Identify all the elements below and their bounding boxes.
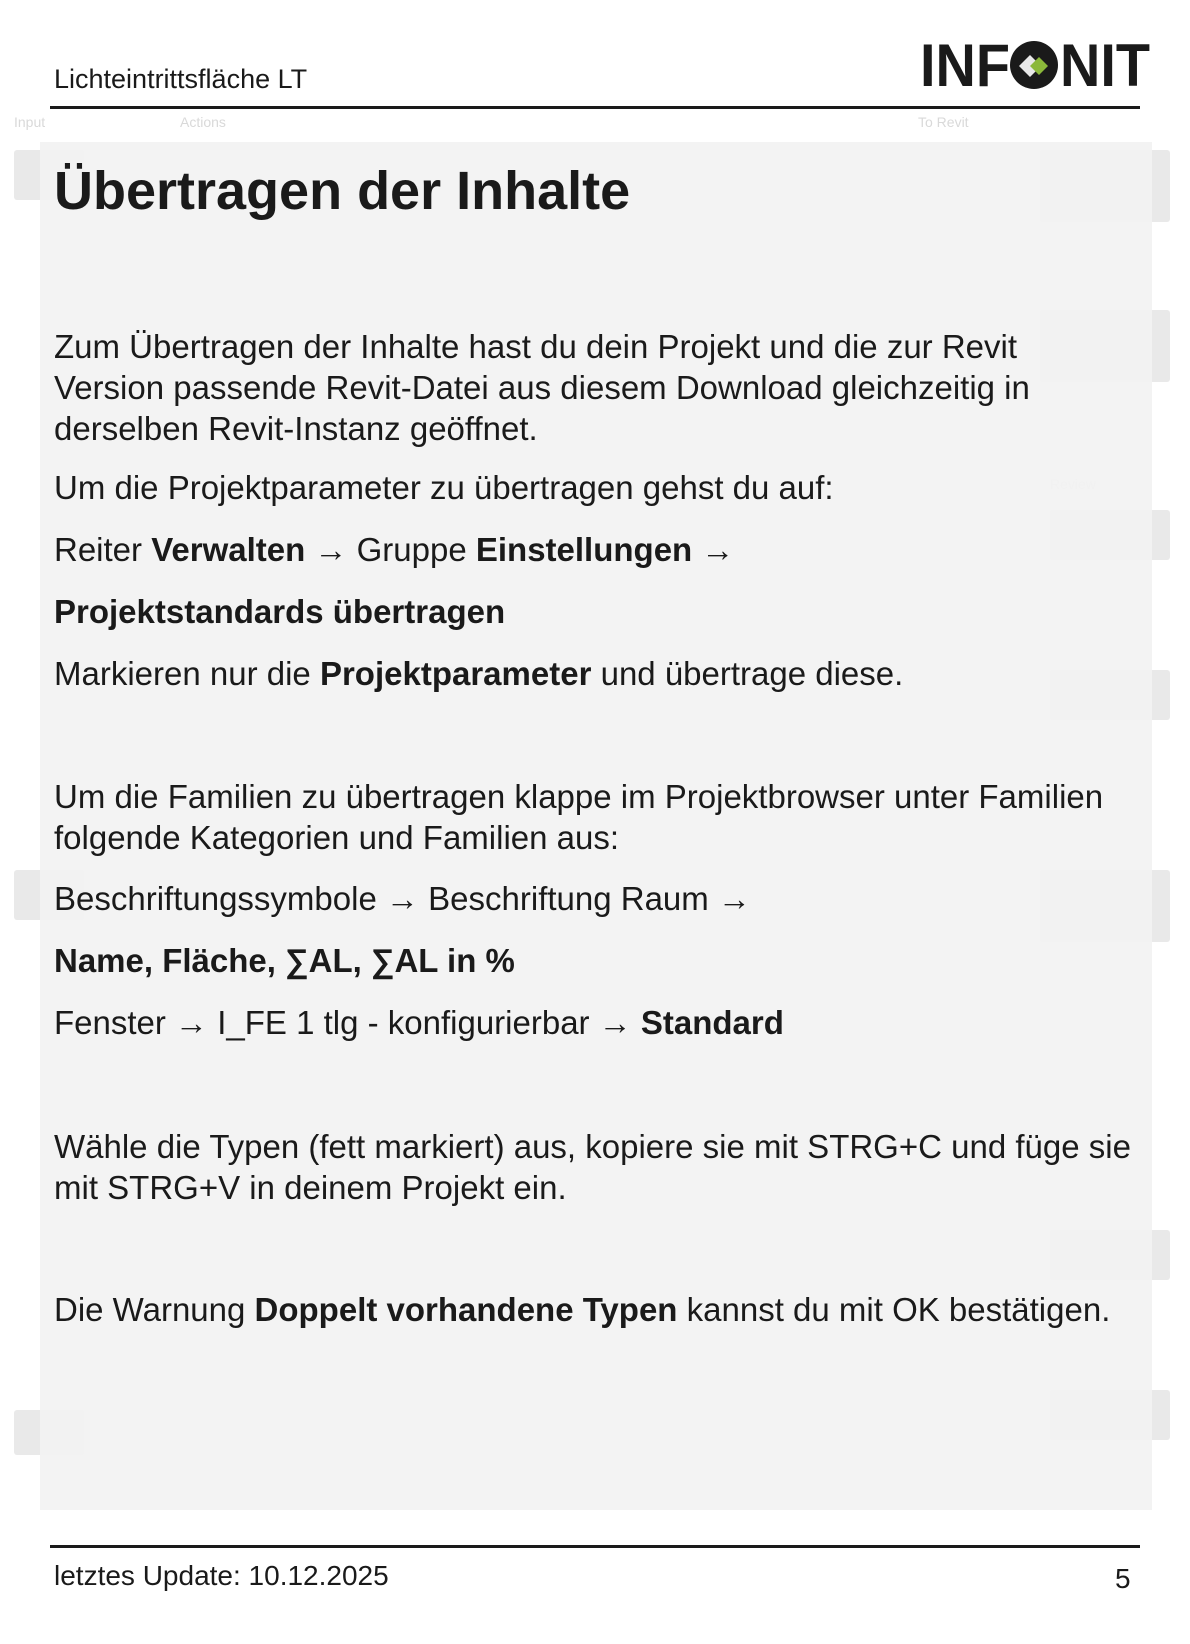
document-title: Lichteintrittsfläche LT — [54, 64, 308, 94]
bg-label-input: Input — [14, 114, 46, 130]
svg-text:INF: INF — [920, 36, 1010, 92]
svg-text:NIT: NIT — [1060, 36, 1150, 92]
bg-label-actions: Actions — [180, 114, 226, 130]
intro-paragraph: Zum Übertragen der Inhalte hast du dein Projekt und die zur Revit Version passende Revit-Datei aus diesem Download gleichzeitig in derselben Revit-Instanz geöffnet. — [54, 328, 1030, 447]
last-updated: letztes Update: 10.12.2025 — [54, 1560, 389, 1591]
params-intro-paragraph: Um die Projektparameter zu übertragen gehst du auf: — [54, 469, 834, 506]
warning-paragraph: Die Warnung Doppelt vorhandene Typen kannst du mit OK bestätigen. — [54, 1291, 1111, 1328]
header-divider — [50, 106, 1140, 109]
params-path-target: Projektstandards übertragen — [54, 593, 506, 630]
copy-paragraph: Wähle die Typen (fett markiert) aus, kopiere sie mit STRG+C und füge sie mit STRG+V in deinem Projekt ein. — [54, 1128, 1131, 1206]
families-path-1-types: Name, Fläche, ∑AL, ∑AL in % — [54, 942, 515, 979]
page-heading: Übertragen der Inhalte — [54, 161, 631, 221]
families-path-2: Fenster → I_FE 1 tlg - konfigurierbar → Standard — [54, 1004, 784, 1041]
params-path-paragraph: Reiter Verwalten → Gruppe Einstellungen → — [54, 531, 735, 568]
families-intro-paragraph: Um die Familien zu übertragen klappe im Projektbrowser unter Familien folgende Kategorien und Familien aus: — [54, 778, 1104, 856]
page-number: 5 — [1115, 1563, 1131, 1594]
bg-label-to-revit: To Revit — [918, 114, 969, 130]
mark-paragraph: Markieren nur die Projektparameter und übertrage diese. — [54, 655, 904, 692]
infonit-logo-icon — [920, 36, 1150, 92]
families-path-1: Beschriftungssymbole → Beschriftung Raum → — [54, 880, 751, 917]
footer-divider — [50, 1545, 1140, 1548]
